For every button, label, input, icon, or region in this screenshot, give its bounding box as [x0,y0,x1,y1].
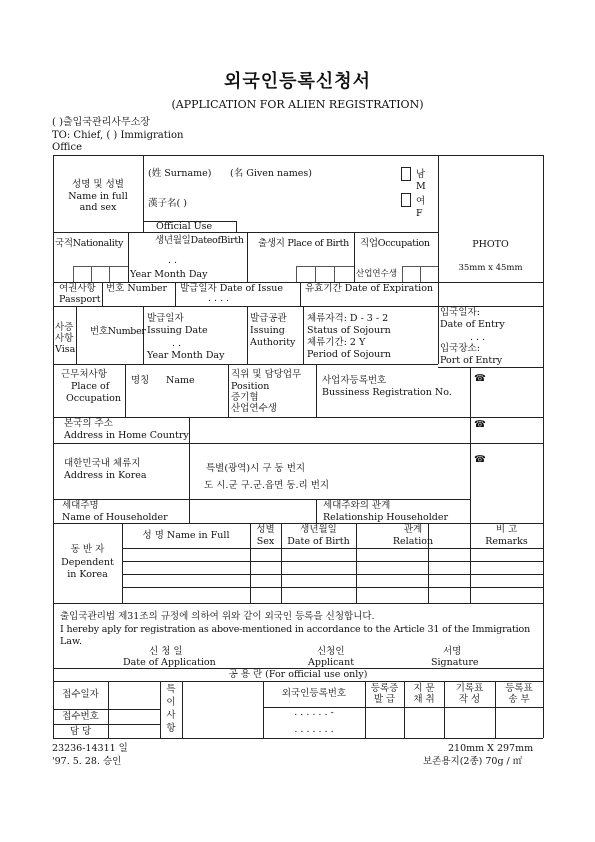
divider [438,155,439,282]
applicant-ko: 신청인 [317,646,345,657]
col-dob-en: Date of Birth [287,536,350,547]
divider [128,232,129,282]
divider [102,282,103,306]
declaration-en-2: Law. [60,636,82,647]
paper-size: 210mm X 297mm [448,743,534,754]
korea-address-line-1: 특별(광역)시 구 동 번지 [206,463,306,474]
passport-dots: . . . . [208,293,230,304]
divider [281,523,282,603]
given-names-label: (名 Given names) [230,168,312,179]
divider [247,232,248,282]
official-use-label: Official Use [156,221,213,232]
approval-date: '97. 5. 28. 승인 [52,756,122,767]
male-checkbox[interactable] [401,167,411,181]
occupation-label: 직업Occupation [360,238,430,249]
dependents-label-ko: 동 반 자 [70,544,105,555]
male-label-en: M [416,181,426,192]
visa-ymd-label: Year Month Day [147,350,225,361]
divider [228,364,229,417]
registry-sent-2: 송 부 [508,694,530,705]
alien-registration-no-label: 외국인등록번호 [281,688,347,699]
divider [53,364,438,365]
householder-name-en: Name of Householder [62,512,168,523]
phone-icon: ☎ [474,454,486,465]
divider [76,306,77,364]
record-card-1: 기록표 [455,683,484,694]
official-use-banner: 공 용 란 (For official use only) [228,669,368,680]
col-remarks-en: Remarks [485,536,528,547]
divider [315,266,316,282]
visa-label-2: 사항 [55,333,74,344]
divider [189,499,190,523]
divider [53,499,470,500]
frame-left [53,155,54,738]
col-sex-ko: 성별 [256,524,275,535]
visa-issue-dots: . . [172,338,182,349]
dob-ymd-label: Year Month Day [130,269,208,280]
dependents-label-en-2: in Korea [67,569,108,580]
divider [109,266,110,282]
divider [402,266,438,267]
divider [316,499,317,523]
korea-address-ko: 대한민국내 체류지 [64,458,141,469]
divider [125,364,126,417]
frame-bottom [53,738,543,739]
visa-authority-ko: 발급공관 [250,313,287,324]
workplace-name-ko: 명칭 [131,375,150,386]
special-notes-4: 항 [166,723,176,734]
entry-date-en: Date of Entry [440,319,505,330]
col-remarks-ko: 비 고 [495,524,518,535]
visa-issuing-en: Issuing Date [147,325,208,336]
table-row [122,574,543,575]
form-code: 23236-14311 일 [52,743,128,754]
dob-label: 생년월일DateofBirth [155,235,244,246]
divider [300,282,301,306]
association-label: 증기협 [231,392,259,403]
divider [91,266,92,282]
status-of-sojourn-ko: 체류자격: D - 3 - 2 [307,313,389,324]
female-label-en: F [416,208,423,219]
table-row [122,587,543,588]
surname-label: (姓 Surname) [148,168,212,179]
col-dob-ko: 생년월일 [300,524,337,535]
trainee-label: 산업연수생 [356,269,398,279]
frame-top [53,155,543,156]
workplace-label-ko: 근무처사항 [61,369,107,380]
passport-issue-label: 발급일자 Date of Issue [180,283,283,294]
special-notes-3: 사 [166,710,176,721]
record-card-2: 작 성 [458,694,481,705]
position-label-ko: 직위 및 담당업무 [231,369,302,380]
divider [402,266,403,282]
signature-ko: 서명 [443,646,462,657]
workplace-label-en-1: Place of [71,381,110,392]
divider [296,266,354,267]
male-label-ko: 남 [416,169,426,180]
divider [250,523,251,603]
divider [53,523,543,524]
entry-date-dots: . . . [470,332,486,343]
korea-address-en: Address in Korea [64,470,147,481]
phone-icon: ☎ [474,373,486,384]
divider [356,523,357,603]
declaration-ko: 출입국관리법 제31조의 규정에 의하여 위와 같이 외국인 등록을 신청합니다. [60,611,375,622]
female-label-ko: 여 [416,196,426,207]
industrial-trainee-label: 산업연수생 [231,403,277,414]
divider [428,523,429,603]
relationship-en: Relationship Householder [323,512,449,523]
home-address-ko: 본국의 주소 [64,418,113,429]
signature-en: Signature [431,657,479,668]
office-en-2: Office [52,142,83,153]
divider [182,681,183,738]
card-issued-1: 등록증 [370,683,399,694]
divider [420,266,421,282]
application-date-ko: 신 청 일 [149,646,183,657]
householder-name-ko: 세대주명 [62,500,99,511]
divider [175,282,176,306]
entry-date-ko: 입국일자: [440,307,480,318]
position-label-en: Position [231,381,270,392]
period-of-sojourn-en: Period of Sojourn [307,349,391,360]
relationship-ko: 세대주와의 관계 [323,500,391,511]
divider [470,367,471,603]
divider [354,232,355,282]
divider [438,282,439,306]
hanja-name-label: 漢子名( ) [148,198,187,209]
divider [438,306,439,364]
entry-port-ko: 입국장소: [440,343,480,354]
frame-right [543,155,544,738]
name-label-ko: 성명 및 성별 [72,179,124,190]
female-checkbox[interactable] [401,193,411,207]
divider [316,364,317,417]
col-relation-ko: 관계 [403,524,423,535]
divider [236,221,237,232]
special-notes-1: 특 [166,684,176,695]
divider [334,266,335,282]
alien-registration-no-dots-1: . . . . . . - [294,707,334,718]
receipt-date-label: 접수일자 [62,689,99,700]
visa-authority-en-2: Authority [250,337,296,348]
pob-label: 출생지 Place of Birth [258,238,349,249]
photo-label: PHOTO [472,239,509,250]
dob-dots: . . [168,255,178,266]
card-issued-2: 발 급 [373,694,396,705]
table-row [122,548,543,549]
paper-type: 보존용지(2종) 70g / ㎡ [423,756,523,767]
registry-sent-1: 등록표 [505,683,533,694]
passport-label-en: Passport [59,294,101,305]
officer-label: 담 당 [69,726,92,737]
divider [73,266,128,267]
divider [53,709,160,710]
workplace-label-en-2: Occupation [66,393,121,404]
bizreg-label-ko: 사업자등록번호 [322,375,387,386]
dependents-label-en-1: Dependent [61,557,114,568]
visa-label-3: Visa [55,344,76,355]
col-sex-en: Sex [256,536,275,547]
name-label-en-2: and sex [79,202,117,213]
divider [189,443,190,499]
special-notes-2: 이 [166,697,176,708]
divider [247,306,248,364]
divider [53,724,160,725]
entry-port-en: Port of Entry [440,355,503,366]
col-full-name: 성 명 Name in Full [142,530,230,541]
divider [73,266,74,282]
name-label-en-1: Name in full [68,191,128,202]
alien-registration-no-dots-2: . . . . . . . [294,724,334,735]
divider [53,232,438,233]
application-date-en: Date of Application [123,657,216,668]
divider [296,266,297,282]
divider [53,603,543,604]
fingerprint-1: 지 문 [413,683,435,694]
passport-number-label: 번호 Number [106,283,168,294]
table-row [122,561,543,562]
receipt-number-label: 접수번호 [62,711,99,722]
applicant-en: Applicant [308,657,355,668]
home-address-en: Address in Home Country [64,430,189,441]
period-of-sojourn-ko: 체류기간: 2 Y [307,337,366,348]
office-en-1: TO: Chief, ( ) Immigration [52,130,184,141]
phone-icon: ☎ [474,419,486,430]
status-of-sojourn-en: Status of Sojourn [307,325,391,336]
divider [303,306,304,364]
visa-label-1: 사증 [55,322,74,333]
workplace-name-en: Name [166,375,195,386]
form-title: 외국인등록신청서 [223,71,372,92]
col-relation-en: Relation [392,536,434,547]
divider [53,443,543,444]
divider [53,417,543,418]
fingerprint-2: 채 취 [413,694,435,705]
photo-size-label: 35mm x 45mm [458,263,523,273]
form-subtitle: (APPLICATION FOR ALIEN REGISTRATION) [171,98,424,111]
passport-label-ko: 여권사항 [59,283,96,294]
passport-expiry-label: 유효기간 Date of Expiration [305,283,434,294]
visa-authority-en-1: Issuing [250,325,285,336]
korea-address-line-2: 도 시.군 구.군.읍면 동.리 번지 [204,480,330,491]
divider [53,681,543,682]
visa-number-label: 번호Number [90,326,146,337]
nationality-label: 국적Nationality [55,238,124,249]
visa-issuing-ko: 발급일자 [147,313,184,324]
office-ko: ( )출입국관리사무소장 [52,117,150,128]
declaration-en-1: I hereby aply for registration as above-mentioned in accordance to the Article 31 of the Immigration [60,624,531,635]
divider [438,367,543,368]
bizreg-label-en: Bussiness Registration No. [322,387,452,398]
divider [189,417,190,443]
